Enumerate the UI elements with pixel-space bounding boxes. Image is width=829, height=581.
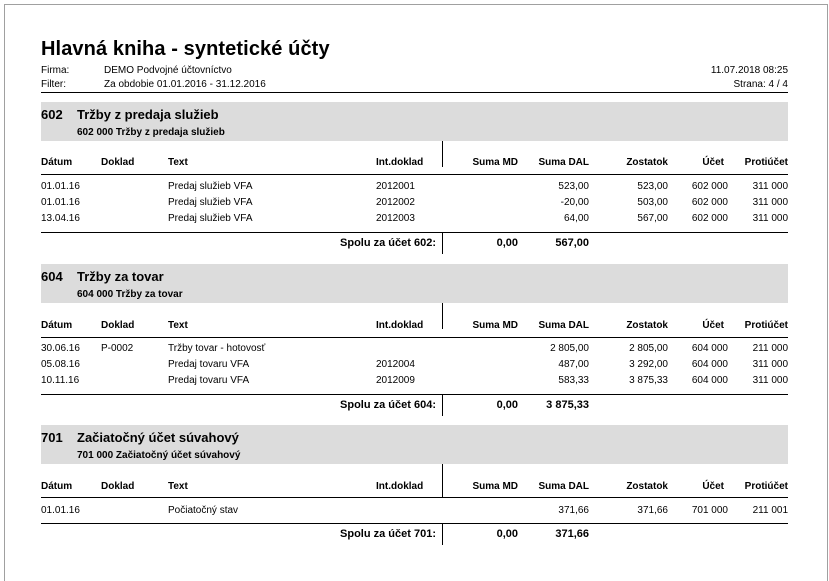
cell-text: Predaj tovaru VFA [168, 359, 250, 370]
cell-protiucet: 311 000 [752, 213, 788, 224]
col-header-datum: Dátum [41, 481, 73, 492]
col-header-intdoklad: Int.doklad [376, 157, 424, 168]
report-datetime: 11.07.2018 08:25 [710, 65, 788, 76]
cell-dal: 487,00 [558, 359, 589, 370]
cell-dal: 371,66 [558, 505, 589, 516]
cell-text: Predaj služieb VFA [168, 181, 253, 192]
cell-protiucet: 311 000 [752, 181, 788, 192]
col-header-intdoklad: Int.doklad [376, 481, 424, 492]
cell-ucet: 602 000 [691, 213, 728, 224]
total-divider [41, 394, 788, 395]
firma-label: Firma: [41, 65, 70, 76]
section-total-dal: 371,66 [555, 528, 589, 540]
col-header-datum: Dátum [41, 157, 73, 168]
cell-text: Predaj služieb VFA [168, 197, 253, 208]
col-header-doklad: Doklad [101, 157, 135, 168]
col-header-intdoklad: Int.doklad [376, 320, 424, 331]
cell-protiucet: 311 000 [752, 375, 788, 386]
section-total-label: Spolu za účet 701: [340, 528, 436, 540]
cell-dal: 2 805,00 [550, 343, 589, 354]
col-header-doklad: Doklad [101, 481, 135, 492]
section-subtitle: 602 000 Tržby z predaja služieb [77, 127, 225, 138]
cell-intdoklad: 2012004 [376, 359, 415, 370]
column-divider [442, 523, 443, 545]
section-total-dal: 567,00 [555, 237, 589, 249]
col-header-ucet: Účet [702, 157, 724, 168]
section-code: 604 [41, 269, 63, 284]
col-header-doklad: Doklad [101, 320, 135, 331]
col-header-ucet: Účet [702, 481, 724, 492]
section-total-dal: 3 875,33 [546, 399, 589, 411]
cell-ucet: 604 000 [691, 359, 728, 370]
col-header-protiucet: Protiúčet [744, 157, 788, 168]
filter-label: Filter: [41, 79, 66, 90]
cell-datum: 01.01.16 [41, 505, 80, 516]
cell-dal: 583,33 [558, 375, 589, 386]
filter-value: Za obdobie 01.01.2016 - 31.12.2016 [104, 79, 266, 90]
cell-intdoklad: 2012009 [376, 375, 415, 386]
column-header-divider [41, 174, 788, 175]
col-header-protiucet: Protiúčet [744, 481, 788, 492]
header-divider [41, 92, 788, 93]
cell-zostatok: 567,00 [637, 213, 668, 224]
page-number: Strana: 4 / 4 [733, 79, 788, 90]
cell-ucet: 604 000 [691, 375, 728, 386]
col-header-sumadal: Suma DAL [538, 320, 589, 331]
section-total-md: 0,00 [496, 528, 518, 540]
section-total-md: 0,00 [496, 237, 518, 249]
section-name: Začiatočný účet súvahový [77, 430, 239, 445]
cell-text: Počiatočný stav [168, 505, 239, 516]
section-code: 701 [41, 430, 63, 445]
section-name: Tržby za tovar [77, 269, 164, 284]
col-header-ucet: Účet [702, 320, 724, 331]
column-divider [442, 141, 443, 167]
section-total-md: 0,00 [496, 399, 518, 411]
section-total-label: Spolu za účet 602: [340, 237, 436, 249]
section-total-label: Spolu za účet 604: [340, 399, 436, 411]
col-header-text: Text [168, 481, 188, 492]
report-title: Hlavná kniha - syntetické účty [41, 38, 330, 60]
col-header-text: Text [168, 157, 188, 168]
col-header-sumamd: Suma MD [472, 157, 518, 168]
cell-ucet: 602 000 [691, 181, 728, 192]
col-header-sumadal: Suma DAL [538, 157, 589, 168]
cell-protiucet: 211 001 [752, 505, 788, 516]
cell-dal: 523,00 [558, 181, 589, 192]
cell-intdoklad: 2012001 [376, 181, 415, 192]
cell-datum: 01.01.16 [41, 197, 80, 208]
col-header-datum: Dátum [41, 320, 73, 331]
cell-doklad: P-0002 [101, 343, 134, 354]
cell-ucet: 602 000 [691, 197, 728, 208]
col-header-sumadal: Suma DAL [538, 481, 589, 492]
cell-dal: 64,00 [563, 213, 589, 224]
cell-ucet: 701 000 [691, 505, 728, 516]
cell-text: Predaj tovaru VFA [168, 375, 250, 386]
total-divider [41, 232, 788, 233]
section-name: Tržby z predaja služieb [77, 107, 219, 122]
column-divider [442, 232, 443, 254]
cell-zostatok: 3 875,33 [629, 375, 668, 386]
cell-intdoklad: 2012003 [376, 213, 415, 224]
column-divider [442, 303, 443, 329]
cell-dal: -20,00 [560, 197, 589, 208]
section-subtitle: 604 000 Tržby za tovar [77, 289, 183, 300]
column-header-divider [41, 497, 788, 498]
cell-intdoklad: 2012002 [376, 197, 415, 208]
section-subtitle: 701 000 Začiatočný účet súvahový [77, 450, 241, 461]
cell-text: Predaj služieb VFA [168, 213, 253, 224]
col-header-zostatok: Zostatok [626, 157, 668, 168]
cell-datum: 05.08.16 [41, 359, 80, 370]
cell-zostatok: 523,00 [637, 181, 668, 192]
col-header-text: Text [168, 320, 188, 331]
col-header-sumamd: Suma MD [472, 320, 518, 331]
col-header-sumamd: Suma MD [472, 481, 518, 492]
total-divider [41, 523, 788, 524]
cell-datum: 01.01.16 [41, 181, 80, 192]
col-header-protiucet: Protiúčet [744, 320, 788, 331]
cell-datum: 10.11.16 [41, 375, 80, 386]
col-header-zostatok: Zostatok [626, 320, 668, 331]
cell-protiucet: 311 000 [752, 359, 788, 370]
cell-datum: 30.06.16 [41, 343, 80, 354]
column-divider [442, 394, 443, 416]
cell-ucet: 604 000 [691, 343, 728, 354]
cell-zostatok: 503,00 [637, 197, 668, 208]
cell-datum: 13.04.16 [41, 213, 80, 224]
column-divider [442, 464, 443, 497]
cell-zostatok: 3 292,00 [629, 359, 668, 370]
firma-value: DEMO Podvojné účtovníctvo [104, 65, 232, 76]
cell-zostatok: 371,66 [637, 505, 668, 516]
cell-zostatok: 2 805,00 [629, 343, 668, 354]
cell-protiucet: 311 000 [752, 197, 788, 208]
cell-protiucet: 211 000 [752, 343, 788, 354]
section-code: 602 [41, 107, 63, 122]
column-header-divider [41, 337, 788, 338]
cell-text: Tržby tovar - hotovosť [168, 343, 266, 354]
col-header-zostatok: Zostatok [626, 481, 668, 492]
